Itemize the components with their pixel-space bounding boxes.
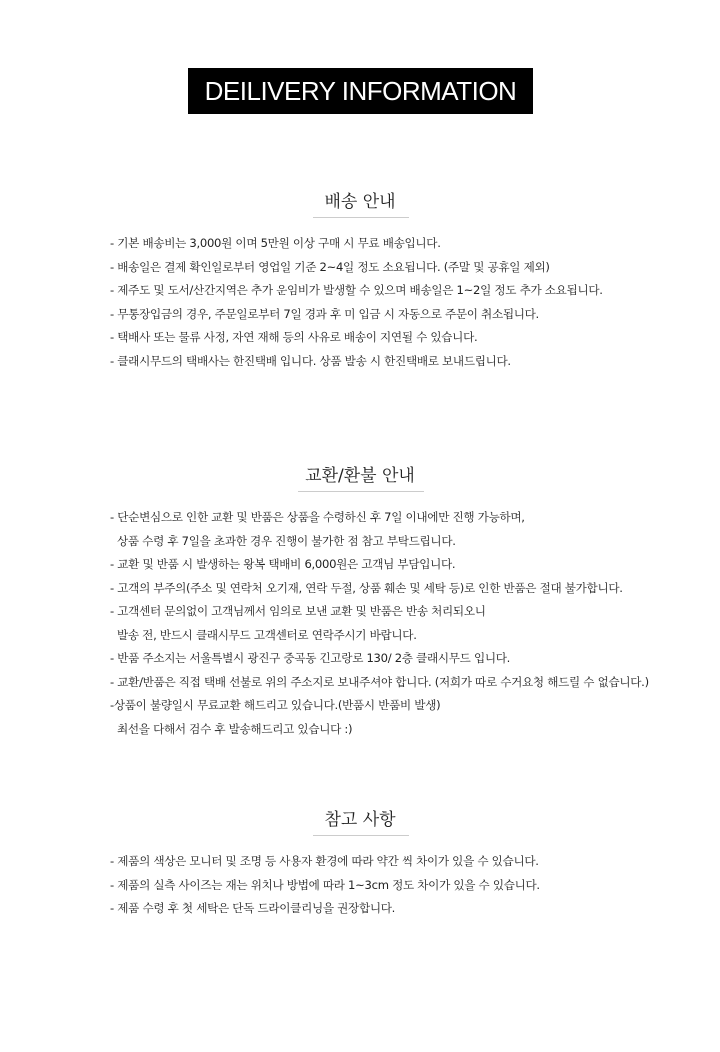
list-item: - 배송일은 결제 확인일로부터 영업일 기준 2~4일 정도 소요됩니다. (주말 및 공휴일 제외) — [110, 259, 550, 274]
list-item: - 고객의 부주의(주소 및 연락처 오기재, 연락 두절, 상품 훼손 및 세탁 등)로 인한 반품은 절대 불가합니다. — [110, 580, 623, 595]
list-item: - 고객센터 문의없이 고객님께서 임의로 보낸 교환 및 반품은 반송 처리되오니 — [110, 604, 486, 618]
page-banner — [188, 68, 533, 114]
section-divider-exchange-refund — [298, 491, 424, 492]
list-item: - 제품의 색상은 모니터 및 조명 등 사용자 환경에 따라 약간 씩 차이가 있을 수 있습니다. — [110, 854, 539, 868]
list-item: - 택배사 또는 물류 사정, 자연 재해 등의 사유로 배송이 지연될 수 있습니다. — [110, 330, 478, 344]
list-item: - 반품 주소지는 서울특별시 광진구 중곡동 긴고랑로 130/ 2층 클래시무드 입니다. — [110, 651, 511, 665]
list-item: -상품이 불량일시 무료교환 해드리고 있습니다.(반품시 반품비 발생) — [110, 698, 441, 712]
notes-list — [110, 850, 710, 921]
section-title-delivery: 배송 안내 — [324, 192, 396, 212]
list-item: - 제주도 및 도서/산간지역은 추가 운임비가 발생할 수 있으며 배송일은 1~2일 정도 추가 소요됩니다. — [110, 283, 603, 297]
section-divider-notes — [313, 835, 409, 836]
list-item: - 기본 배송비는 3,000원 이며 5만원 이상 구매 시 무료 배송입니다. — [110, 236, 441, 250]
list-item: - 교환/반품은 직접 택배 선불로 위의 주소지로 보내주셔야 합니다. (저희가 따로 수거요청 해드릴 수 없습니다.) — [110, 674, 649, 689]
list-item: - 단순변심으로 인한 교환 및 반품은 상품을 수령하신 후 7일 이내에만 진행 가능하며, — [110, 510, 525, 524]
exchange-refund-list — [110, 506, 710, 741]
list-item: 상품 수령 후 7일을 초과한 경우 진행이 불가한 점 참고 부탁드립니다. — [117, 533, 456, 548]
section-title-exchange-refund: 교환/환불 안내 — [305, 466, 415, 486]
list-item: 발송 전, 반드시 클래시무드 고객센터로 연락주시기 바랍니다. — [117, 627, 417, 642]
list-item: 최선을 다해서 검수 후 발송해드리고 있습니다 :) — [117, 721, 353, 736]
section-title-notes: 참고 사항 — [324, 810, 396, 830]
delivery-info-list — [110, 232, 710, 373]
banner-title: DEILIVERY INFORMATION — [204, 75, 517, 106]
section-divider-delivery — [313, 217, 409, 218]
list-item: - 무통장입금의 경우, 주문일로부터 7일 경과 후 미 입금 시 자동으로 주문이 취소됩니다. — [110, 306, 539, 321]
list-item: - 교환 및 반품 시 발생하는 왕복 택배비 6,000원은 고객님 부담입니다. — [110, 557, 456, 571]
list-item: - 제품의 실측 사이즈는 재는 위치나 방법에 따라 1~3cm 정도 차이가 있을 수 있습니다. — [110, 877, 540, 892]
list-item: - 클래시무드의 택배사는 한진택배 입니다. 상품 발송 시 한진택배로 보내드립니다. — [110, 353, 511, 368]
list-item: - 제품 수령 후 첫 세탁은 단독 드라이클리닝을 권장합니다. — [110, 901, 396, 915]
